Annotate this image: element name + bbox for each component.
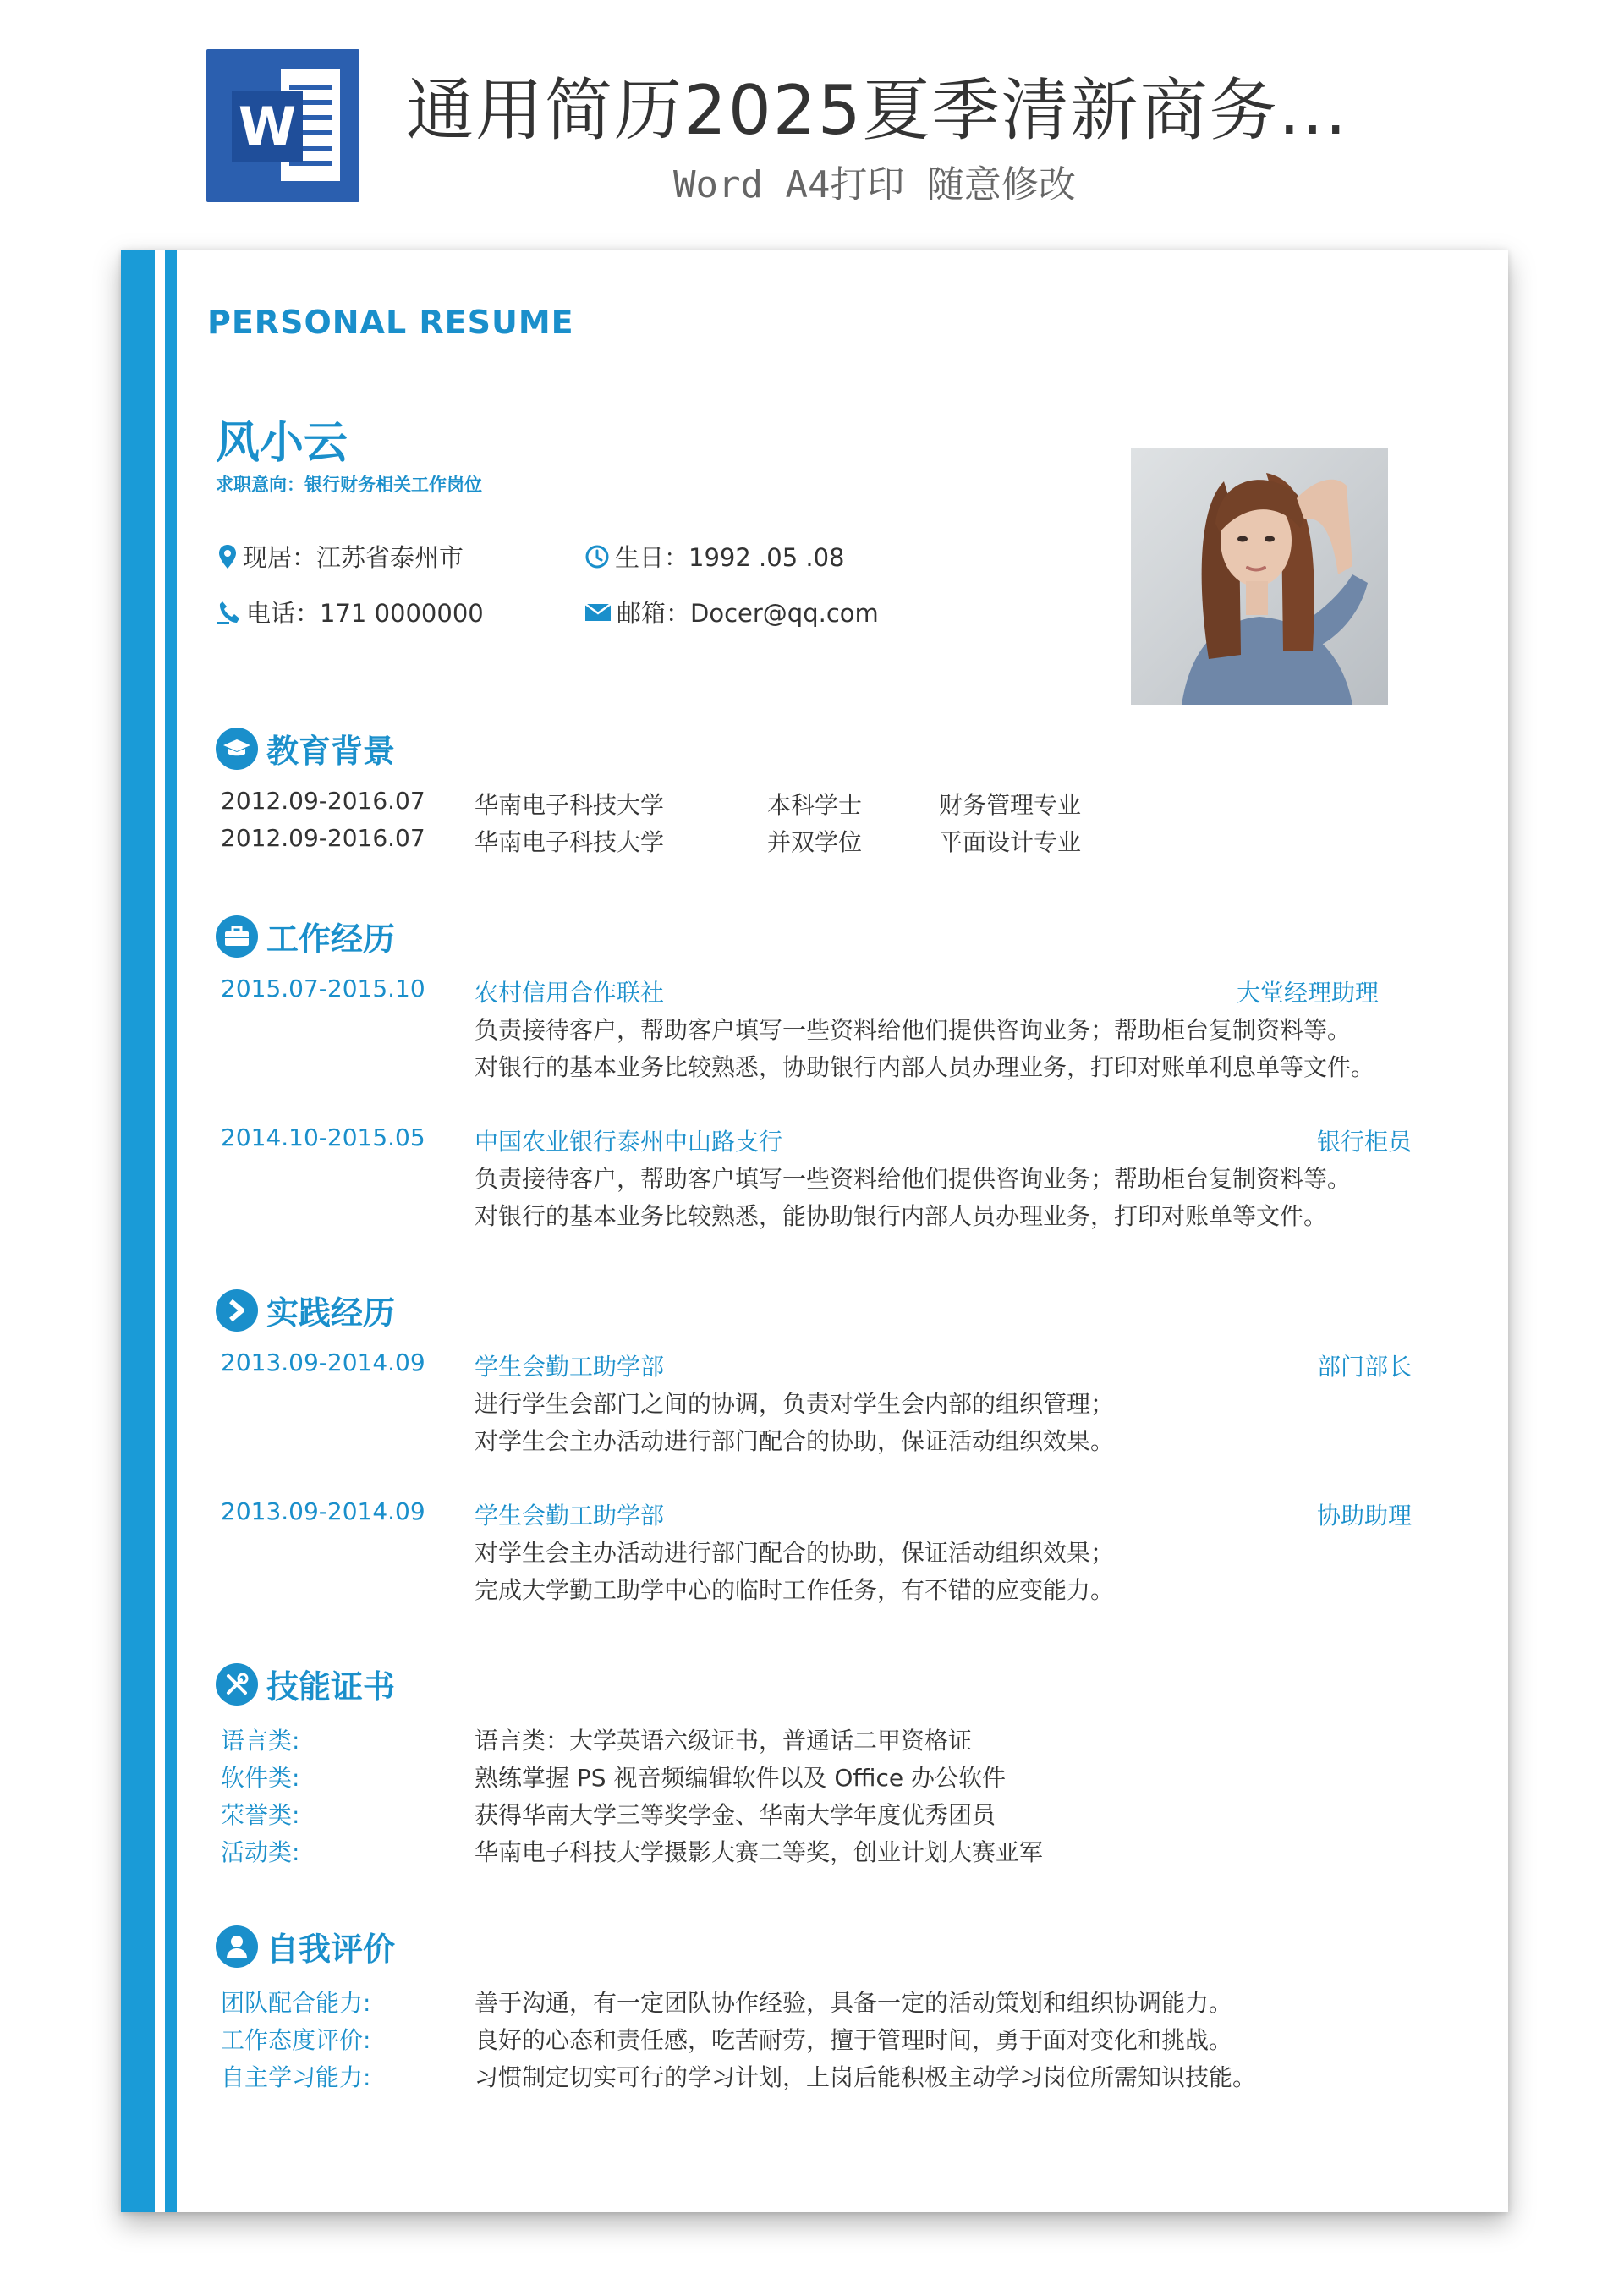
phone-text: 电话：171 0000000 [246, 599, 484, 628]
work-role: 大堂经理助理 [1236, 979, 1379, 1007]
graduation-cap-icon [216, 728, 258, 770]
info-residence [217, 539, 464, 574]
skill-value: 熟练掌握 PS 视音频编辑软件以及 Office 办公软件 [475, 1764, 1006, 1792]
location-pin-icon [217, 544, 238, 569]
work-desc-line: 负责接待客户，帮助客户填写一些资料给他们提供咨询业务；帮助柜台复制资料等。 [475, 1016, 1352, 1044]
work-period: 2015.07-2015.10 [221, 975, 425, 1002]
work-org: 农村信用合作联社 [475, 979, 665, 1007]
eval-label: 工作态度评价: [221, 2026, 371, 2054]
practice-desc-line: 对学生会主办活动进行部门配合的协助，保证活动组织效果。 [475, 1427, 1115, 1455]
practice-desc-line: 完成大学勤工助学中心的临时工作任务，有不错的应变能力。 [475, 1576, 1115, 1604]
work-org: 中国农业银行泰州中山路支行 [475, 1128, 783, 1156]
practice-title: 实践经历 [266, 1294, 396, 1332]
skill-value: 华南电子科技大学摄影大赛二等奖，创业计划大赛亚军 [475, 1838, 1044, 1866]
section-practice-heading [216, 1287, 395, 1333]
profile-photo-image [1131, 448, 1388, 705]
phone-icon [217, 600, 241, 625]
clock-icon [584, 544, 610, 569]
skills-title: 技能证书 [266, 1668, 396, 1706]
work-desc-line: 对银行的基本业务比较熟悉，能协助银行内部人员办理业务，打印对账单等文件。 [475, 1202, 1328, 1230]
document-title: 通用简历2025夏季清新商务... [406, 71, 1348, 150]
accent-bar-wide [121, 250, 155, 2212]
eval-label: 自主学习能力: [221, 2063, 371, 2091]
section-work-heading [216, 913, 395, 959]
tools-icon [216, 1663, 258, 1706]
skill-label: 软件类: [221, 1764, 300, 1792]
edu-major: 财务管理专业 [939, 791, 1082, 819]
document-subtitle: Word A4打印 随意修改 [673, 163, 1076, 206]
practice-org: 学生会勤工助学部 [475, 1502, 665, 1530]
user-icon [216, 1925, 258, 1968]
skill-value: 语言类：大学英语六级证书，普通话二甲资格证 [475, 1727, 973, 1755]
briefcase-icon [216, 915, 258, 958]
envelope-icon [584, 602, 612, 623]
section-education-heading [216, 725, 395, 772]
section-self-eval-heading [216, 1923, 395, 1969]
practice-desc-line: 对学生会主办活动进行部门配合的协助，保证活动组织效果； [475, 1539, 1115, 1567]
skill-label: 荣誉类: [221, 1801, 300, 1829]
section-skills-heading [216, 1661, 395, 1707]
info-phone [217, 595, 484, 629]
accent-bar-narrow [165, 250, 177, 2212]
work-title: 工作经历 [266, 920, 396, 958]
work-desc-line: 负责接待客户，帮助客户填写一些资料给他们提供咨询业务；帮助柜台复制资料等。 [475, 1165, 1352, 1193]
word-logo-letter: W [232, 91, 303, 162]
info-email [584, 595, 879, 629]
edu-degree: 本科学士 [767, 791, 863, 819]
job-objective: 求职意向：银行财务相关工作岗位 [216, 475, 482, 495]
candidate-name: 风小云 [216, 418, 348, 469]
arrow-right-icon [216, 1289, 258, 1332]
education-title: 教育背景 [266, 733, 396, 770]
info-birthday [584, 539, 844, 574]
eval-value: 良好的心态和责任感，吃苦耐劳，擅于管理时间，勇于面对变化和挑战。 [475, 2026, 1233, 2054]
practice-role: 部门部长 [1317, 1353, 1413, 1381]
edu-period: 2012.09-2016.07 [221, 824, 425, 852]
eval-value: 习惯制定切实可行的学习计划，上岗后能积极主动学习岗位所需知识技能。 [475, 2063, 1257, 2091]
practice-org: 学生会勤工助学部 [475, 1353, 665, 1381]
practice-role: 协助助理 [1317, 1502, 1413, 1530]
word-logo [206, 49, 359, 202]
skill-value: 获得华南大学三等奖学金、华南大学年度优秀团员 [475, 1801, 996, 1829]
work-period: 2014.10-2015.05 [221, 1123, 425, 1151]
practice-period: 2013.09-2014.09 [221, 1497, 425, 1525]
resume-sheet [121, 250, 1508, 2212]
practice-period: 2013.09-2014.09 [221, 1348, 425, 1376]
eval-label: 团队配合能力: [221, 1989, 371, 2017]
edu-school: 华南电子科技大学 [475, 791, 665, 819]
edu-degree: 并双学位 [767, 828, 863, 856]
practice-desc-line: 进行学生会部门之间的协调，负责对学生会内部的组织管理； [475, 1390, 1115, 1418]
resume-heading: PERSONAL RESUME [207, 304, 574, 341]
edu-major: 平面设计专业 [939, 828, 1082, 856]
skill-label: 语言类: [221, 1727, 300, 1755]
edu-period: 2012.09-2016.07 [221, 787, 425, 815]
birthday-text: 生日：1992 .05 .08 [615, 543, 845, 572]
residence-text: 现居：江苏省泰州市 [243, 543, 464, 572]
work-role: 银行柜员 [1317, 1128, 1413, 1156]
eval-value: 善于沟通，有一定团队协作经验，具备一定的活动策划和组织协调能力。 [475, 1989, 1233, 2017]
edu-school: 华南电子科技大学 [475, 828, 665, 856]
work-desc-line: 对银行的基本业务比较熟悉，协助银行内部人员办理业务，打印对账单利息单等文件。 [475, 1053, 1375, 1081]
profile-photo [1131, 448, 1388, 705]
skill-label: 活动类: [221, 1838, 300, 1866]
self-eval-title: 自我评价 [266, 1931, 396, 1968]
email-text: 邮箱：Docer@qq.com [617, 599, 879, 628]
